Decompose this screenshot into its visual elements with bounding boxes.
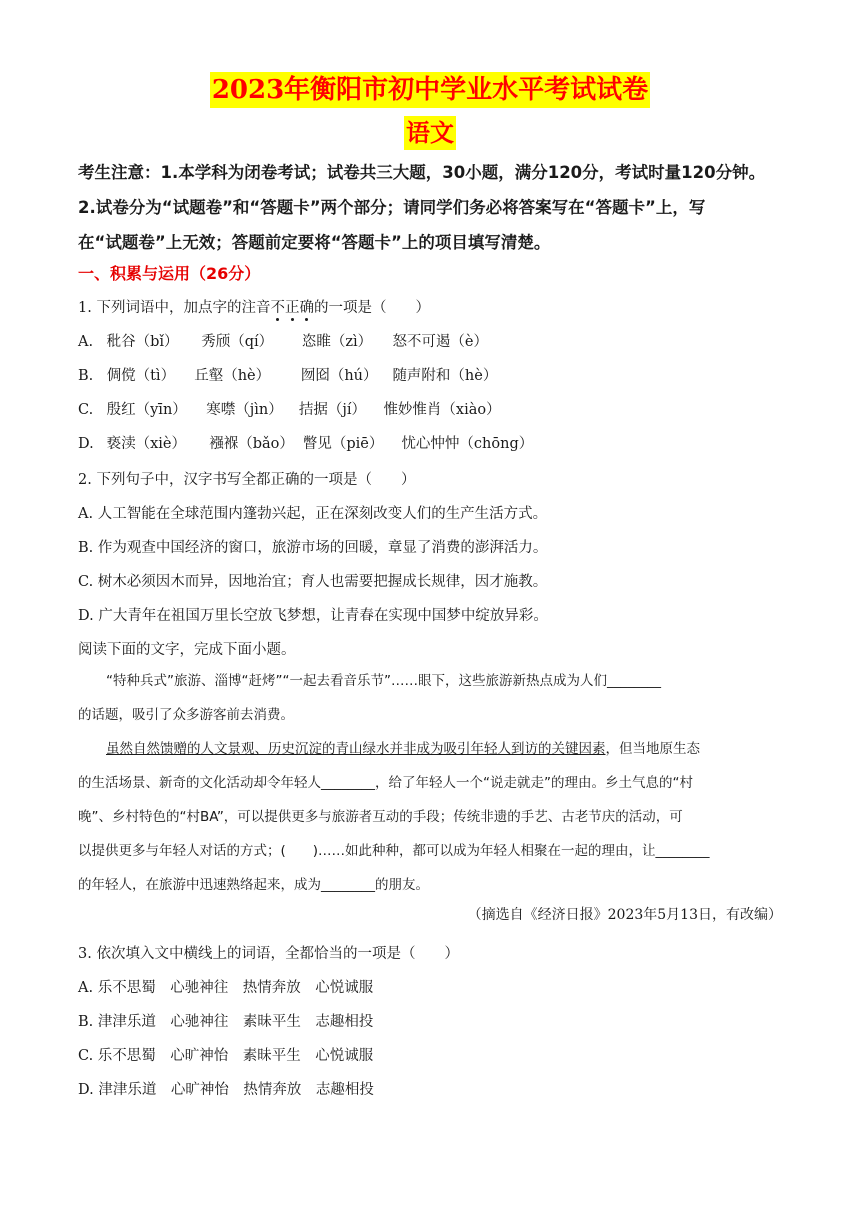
option-item: 倜傥（tì） [106,368,176,384]
section-heading: 一、积累与运用（26分） [78,264,261,283]
q1-stem-emphasis [270,300,314,316]
passage-p2-line-1 [78,732,784,766]
option-item: 恣睢（zì） [301,334,373,350]
option-item: 秕谷（bǐ） [106,334,179,350]
q3-option-c: C. 乐不思蜀 心旷神怡 素昧平生 心悦诚服 [78,1048,374,1064]
passage-source: （摘选自《经济日报》2023年5月13日，有改编） [467,907,782,923]
passage-p1-line-2: 的话题，吸引了众多游客前去消费。 [78,707,294,723]
q2-option-a: A. 人工智能在全球范围内篷勃兴起，正在深刻改变人们的生产生活方式。 [78,506,548,522]
q1-stem-c: 的一项是（ ） [313,300,430,316]
q3-stem: 3. 依次填入文中横线上的词语，全都恰当的一项是（ ） [78,946,459,962]
option-label: B. [78,368,94,384]
option-item: 惟妙惟肖（xiào） [383,402,501,418]
emphasis-char: 正 [284,300,300,316]
passage-p1-line-1: “特种兵式”旅游、淄博“赶烤”“一起去看音乐节”……眼下，这些旅游新热点成为人们________ [106,673,661,689]
q2-option-d: D. 广大青年在祖国万里长空放飞梦想，让青春在实现中国梦中绽放异彩。 [78,608,548,624]
option-item: 丘壑（hè） [194,368,271,384]
option-item: 寒噤（jìn） [206,402,283,418]
option-item: 随声附和（hè） [392,368,498,384]
q3-option-a: A. 乐不思蜀 心驰神往 热情奔放 心悦诚服 [78,980,374,996]
q1-option-d [78,432,533,453]
passage-text: ，但当地原生态 [605,741,700,757]
q1-stem-a: 1. 下列词语中，加点字的注音 [78,300,271,316]
passage-p2-line-4: 以提供更多与年轻人对话的方式；( )……如此种种，都可以成为年轻人相聚在一起的理由，让________ [78,843,710,859]
passage-p2-line-2: 的生活场景、新奇的文化活动却令年轻人________，给了年轻人一个“说走就走”的理由。乡土气息的“村 [78,775,693,791]
q3-option-d: D. 津津乐道 心旷神怡 热情奔放 志趣相投 [78,1082,374,1098]
option-item: 囫囵（hú） [300,368,378,384]
q1-stem [78,296,430,317]
option-item: 殷红（yīn） [106,402,187,418]
q1-option-c [78,398,501,419]
q2-option-b: B. 作为观查中国经济的窗口，旅游市场的回暖，章显了消费的澎湃活力。 [78,540,548,556]
q2-option-c: C. 树木必须因木而异，因地治宜；育人也需要把握成长规律，因才施教。 [78,574,548,590]
option-label: C. [78,402,94,418]
notice-line-2: 2.试卷分为“试题卷”和“答题卡”两个部分；请同学们务必将答案写在“答题卡”上，写 [78,198,706,217]
option-item: 忧心忡忡（chōng） [401,436,534,452]
option-item: 瞥见（piē） [302,436,384,452]
underlined-sentence: 虽然自然馈赠的人文景观、历史沉淀的青山绿水并非成为吸引年轻人到访的关键因素 [106,741,606,757]
q1-option-b [78,364,497,385]
option-label: A. [78,334,94,350]
reading-intro: 阅读下面的文字，完成下面小题。 [78,642,296,658]
option-item: 怒不可遏（è） [392,334,489,350]
option-item: 襁褓（bǎo） [209,436,294,452]
q3-option-b: B. 津津乐道 心驰神往 素昧平生 志趣相投 [78,1014,374,1030]
passage-p2-line-3: 晚”、乡村特色的“村BA”，可以提供更多与旅游者互动的手段；传统非遗的手艺、古老节庆的活动，可 [78,809,683,825]
exam-title: 2023年衡阳市初中学业水平考试试卷 [210,72,650,108]
exam-subject: 语文 [404,116,456,150]
q2-stem: 2. 下列句子中，汉字书写全都正确的一项是（ ） [78,472,416,488]
option-label: D. [78,436,94,452]
q1-option-a [78,330,488,351]
emphasis-char: 确 [299,300,314,316]
option-item: 拮据（jí） [298,402,366,418]
option-item: 秀颀（qí） [201,334,274,350]
notice-line-3: 在“试题卷”上无效；答题前定要将“答题卡”上的项目填写清楚。 [78,233,551,252]
notice-line-1: 考生注意：1.本学科为闭卷考试；试卷共三大题，30小题，满分120分，考试时量120分钟。 [78,163,766,182]
subject-block [0,116,860,150]
option-item: 亵渎（xiè） [106,436,187,452]
passage-p2-line-5: 的年轻人，在旅游中迅速熟络起来，成为________的朋友。 [78,877,429,893]
emphasis-char: 不 [270,300,285,316]
title-block [0,72,860,108]
